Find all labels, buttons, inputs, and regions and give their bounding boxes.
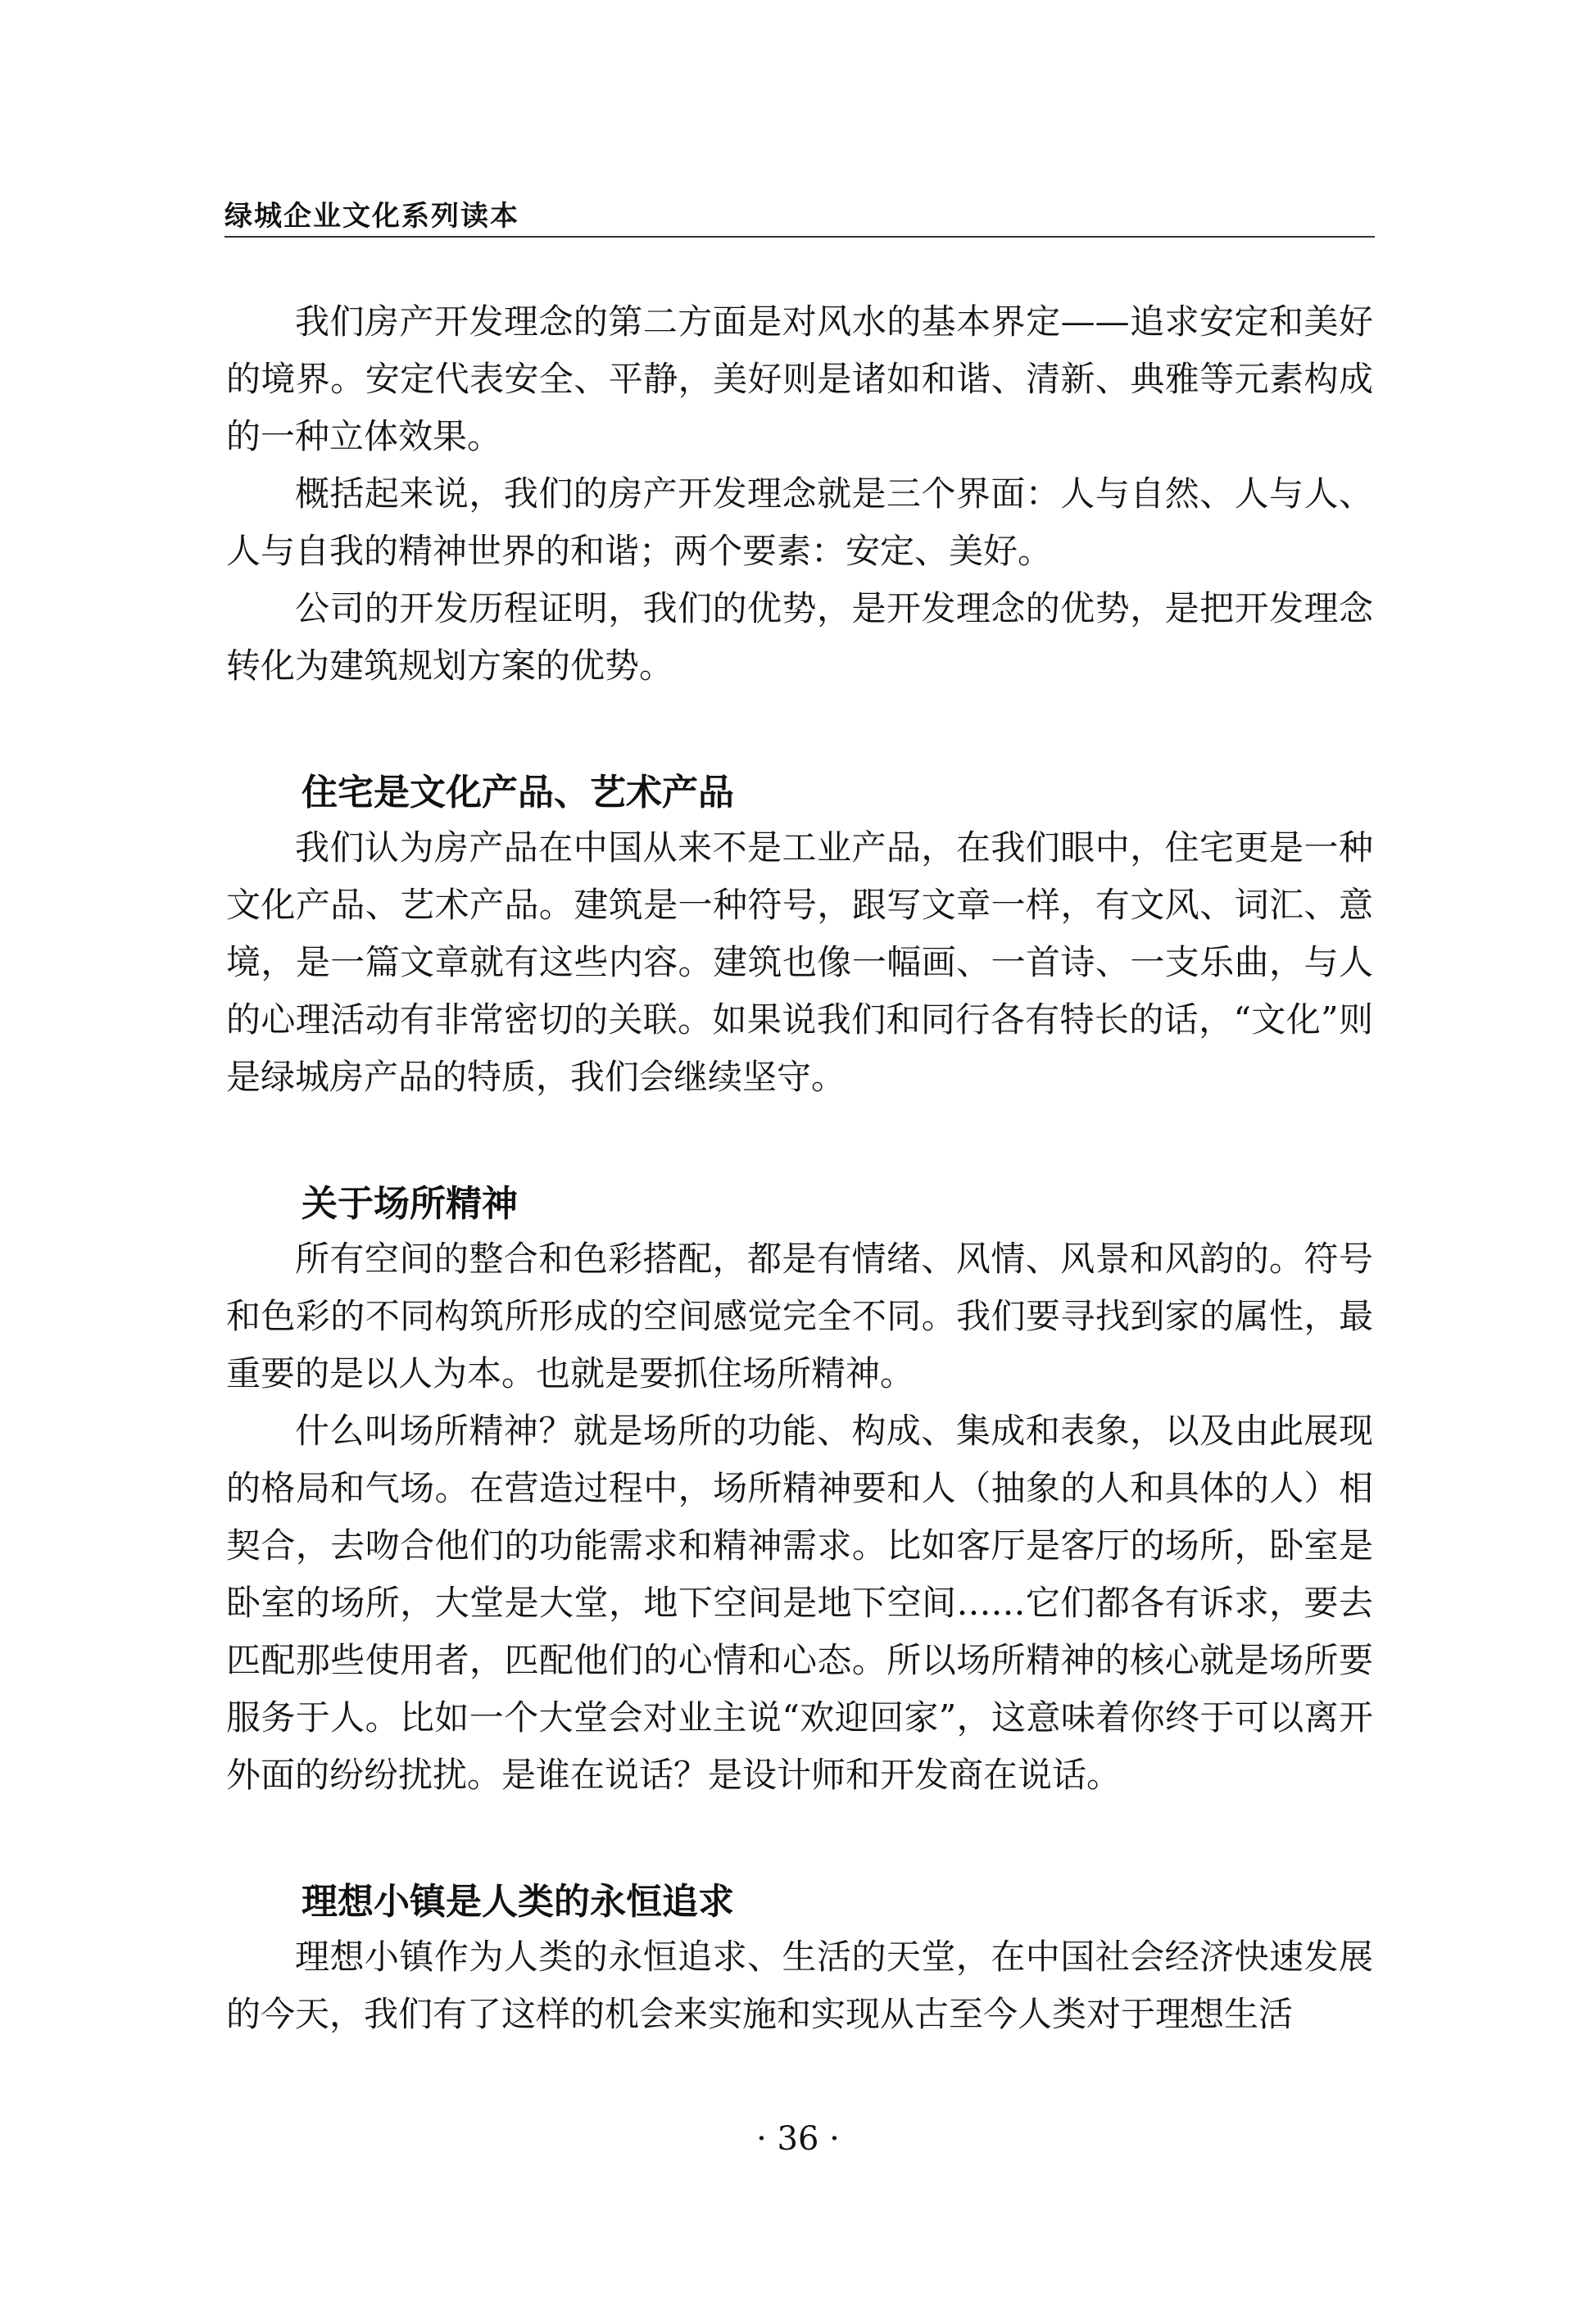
running-header-title: 绿城企业文化系列读本 [224,200,519,233]
body-paragraph: 概括起来说，我们的房产开发理念就是三个界面：人与自然、人与人、人与自我的精神世界的和谐；两个要素：安定、美好。 [226,474,1373,571]
body-paragraph: 我们认为房产品在中国从来不是工业产品，在我们眼中，住宅更是一种文化产品、艺术产品。建筑是一种符号，跟写文章一样，有文风、词汇、意境，是一篇文章就有这些内容。建筑也像一幅画、一首诗、一支乐曲，与人的心理活动有非常密切的关联。如果说我们和同行各有特长的话，“文化”则是绿城房产品的特质，我们会继续坚守。 [226,827,1373,1097]
page-number: · 36 · [756,2120,840,2158]
body-paragraph: 什么叫场所精神？就是场所的功能、构成、集成和表象，以及由此展现的格局和气场。在营造过程中，场所精神要和人（抽象的人和具体的人）相契合，去吻合他们的功能需求和精神需求。比如客厅是客厅的场所，卧室是卧室的场所，大堂是大堂，地下空间是地下空间……它们都各有诉求，要去匹配那些使用者，匹配他们的心情和心态。所以场所精神的核心就是场所要服务于人。比如一个大堂会对业主说“欢迎回家”，这意味着你终于可以离开外面的纷纷扰扰。是谁在说话？是设计师和开发商在说话。 [226,1411,1373,1795]
body-paragraph: 我们房产开发理念的第二方面是对风水的基本界定——追求安定和美好的境界。安定代表安全、平静，美好则是诸如和谐、清新、典雅等元素构成的一种立体效果。 [226,301,1373,456]
body-paragraph: 理想小镇作为人类的永恒追求、生活的天堂，在中国社会经济快速发展的今天，我们有了这样的机会来实施和实现从古至今人类对于理想生活 [226,1937,1373,2034]
section-heading: 住宅是文化产品、艺术产品 [302,772,734,813]
section-heading: 理想小镇是人类的永恒追求 [302,1881,734,1923]
page-body [226,293,1373,2043]
body-paragraph: 所有空间的整合和色彩搭配，都是有情绪、风情、风景和风韵的。符号和色彩的不同构筑所形成的空间感觉完全不同。我们要寻找到家的属性，最重要的是以人为本。也就是要抓住场所精神。 [226,1239,1373,1393]
section-heading: 关于场所精神 [302,1183,518,1225]
body-paragraph: 公司的开发历程证明，我们的优势，是开发理念的优势，是把开发理念转化为建筑规划方案的优势。 [226,588,1373,686]
header-divider [224,236,1375,238]
